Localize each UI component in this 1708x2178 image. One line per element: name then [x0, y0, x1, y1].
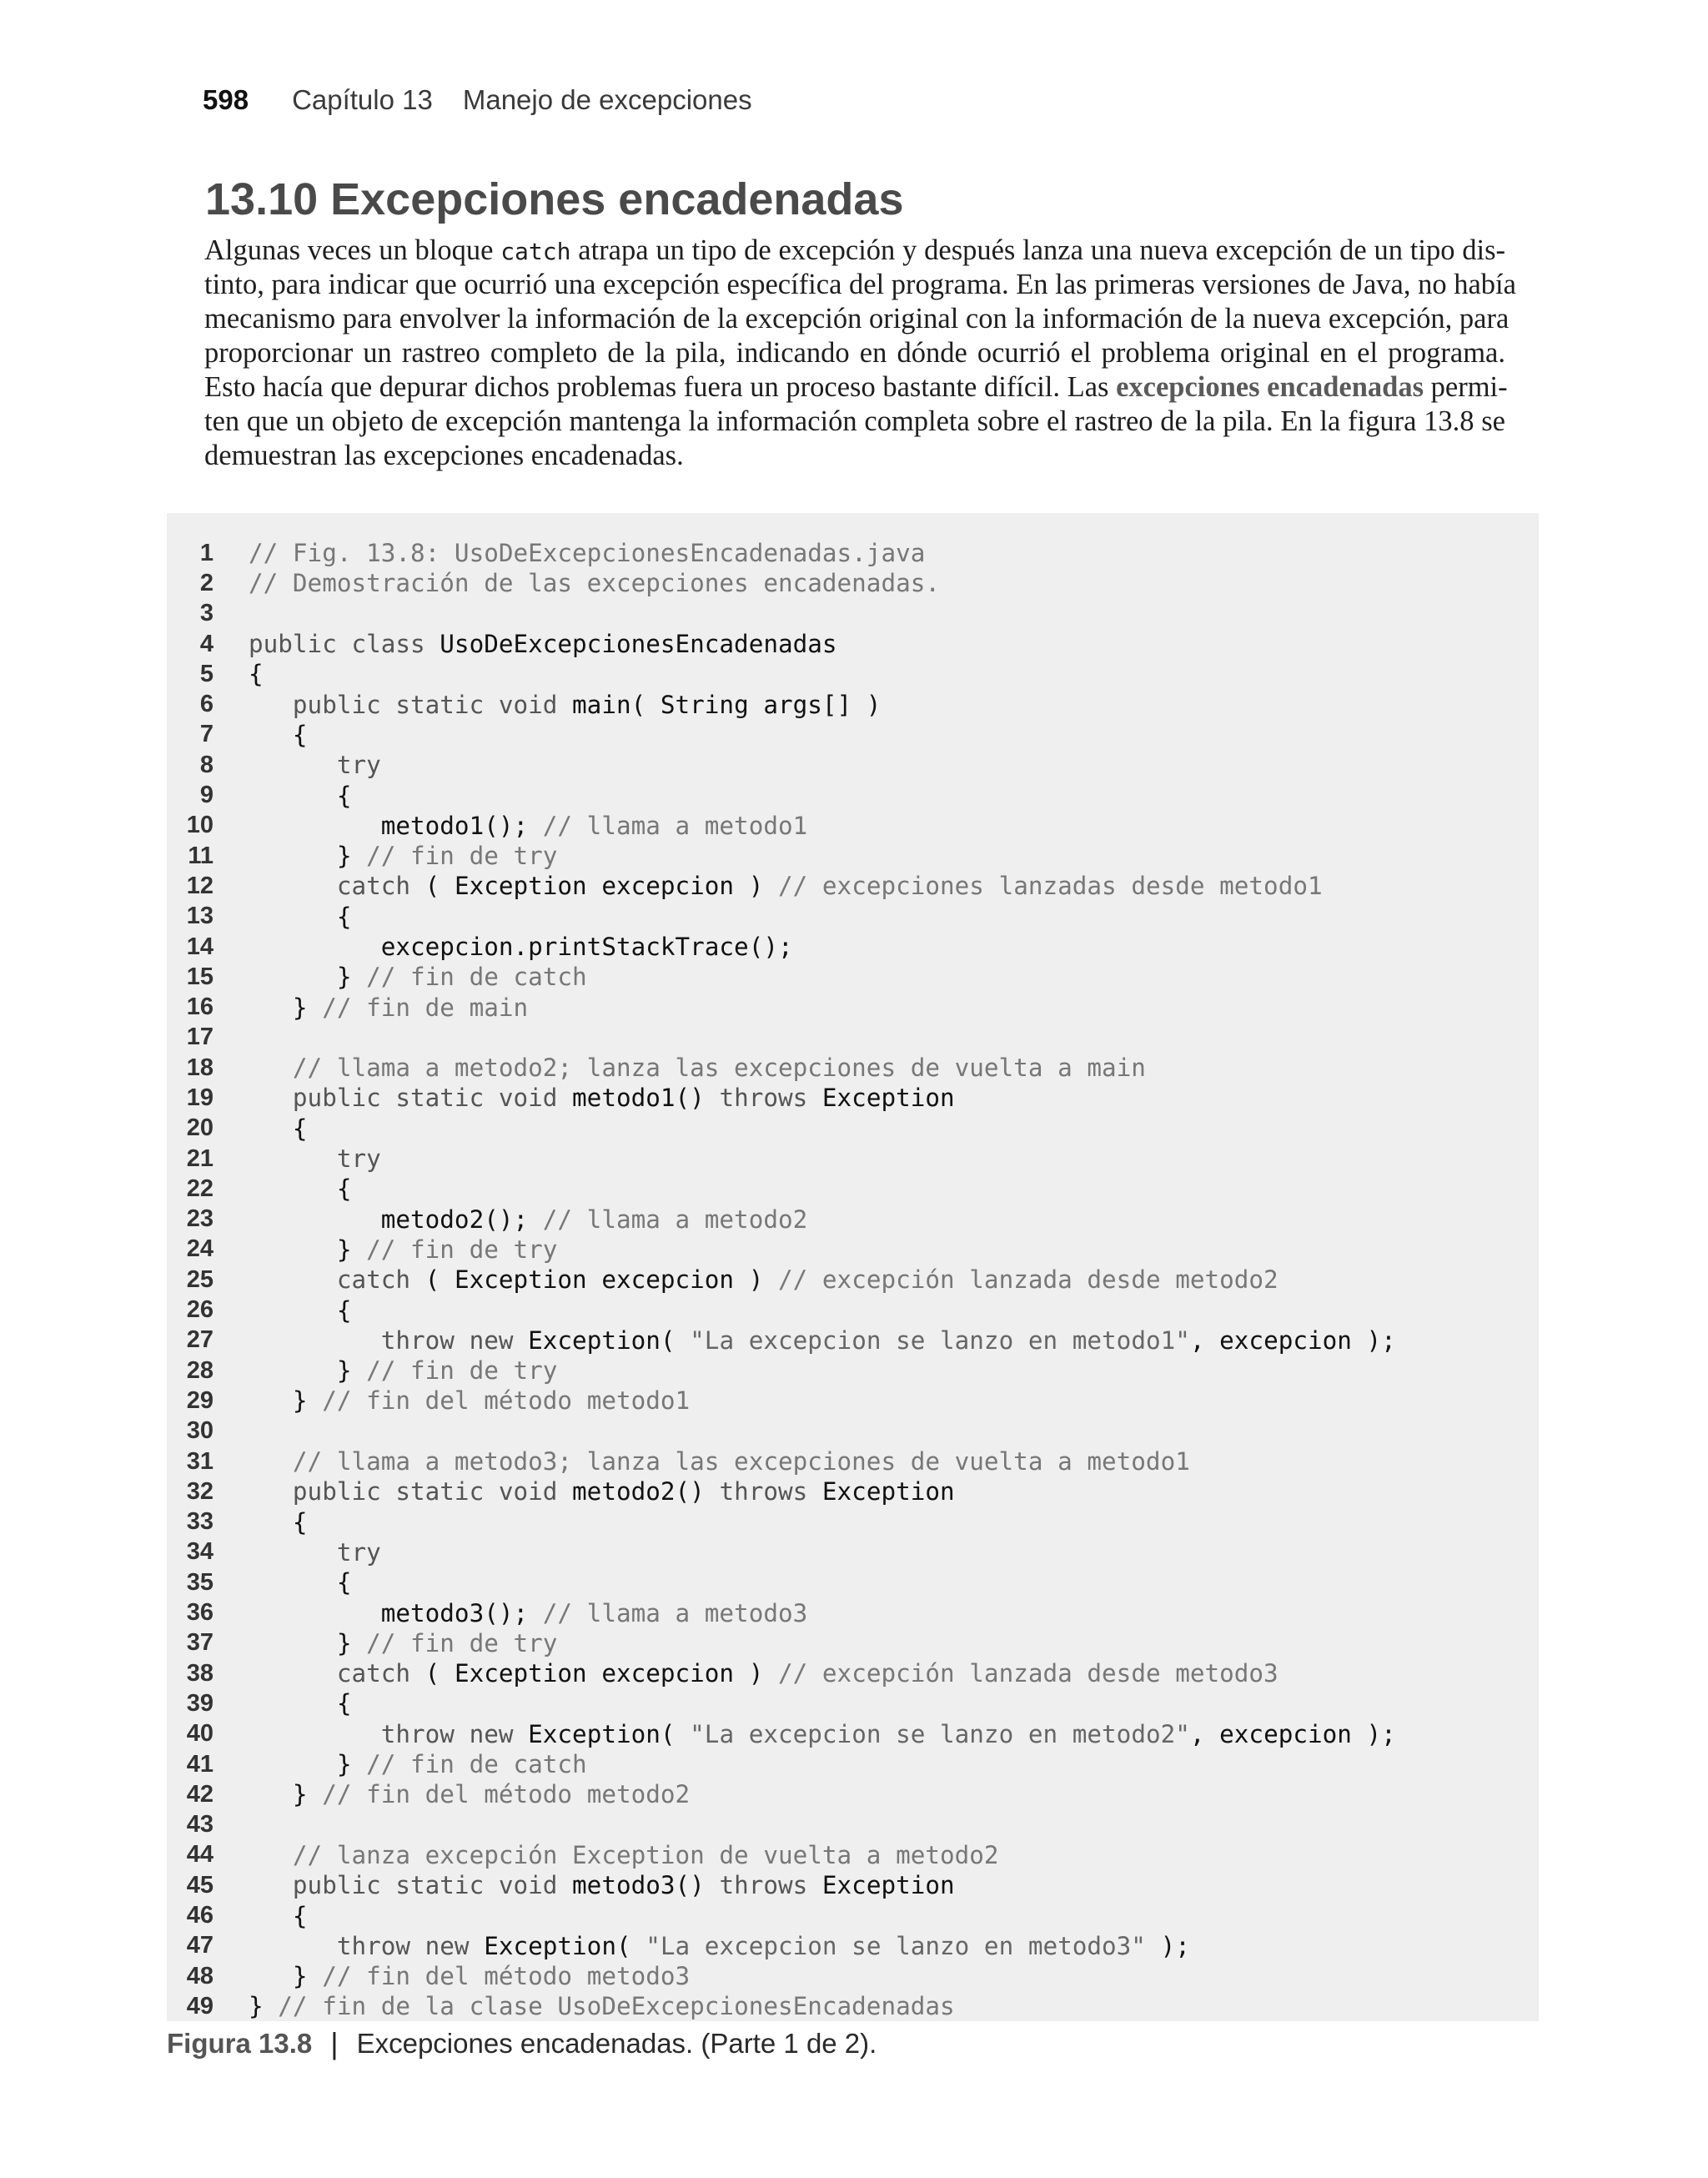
code-line	[167, 1507, 1539, 1537]
line-number: 21	[186, 1144, 214, 1172]
code-token: {	[249, 660, 264, 689]
code-token: {	[249, 720, 308, 749]
code-text	[249, 1568, 351, 1597]
code-text	[249, 993, 528, 1022]
code-line	[167, 1749, 1539, 1779]
code-string: "La excepcion se lanzo en metodo1"	[690, 1325, 1190, 1355]
code-text	[249, 1841, 999, 1869]
code-text	[249, 1265, 1278, 1294]
code-line	[167, 1991, 1539, 2021]
code-keyword: throws	[719, 1084, 822, 1113]
code-keyword: try	[249, 1537, 381, 1567]
paragraph-line: ten que un objeto de excepción mantenga la información completa sobre el rastreo de la pila. En la figura 13.8 se	[204, 405, 1505, 437]
line-number: 49	[186, 1992, 214, 2020]
code-token: Exception	[821, 1871, 955, 1900]
code-keyword: throw new	[249, 1719, 529, 1748]
code-token: }	[249, 1628, 367, 1657]
code-token: {	[249, 1175, 352, 1204]
line-number: 8	[199, 751, 214, 778]
code-line	[167, 1053, 1539, 1083]
code-line	[167, 1356, 1539, 1386]
line-number: 42	[186, 1780, 214, 1808]
code-text	[249, 1962, 690, 1990]
line-number: 7	[199, 721, 214, 748]
code-text	[249, 539, 925, 567]
paragraph-line	[204, 370, 1508, 405]
code-token: Exception(	[528, 1719, 691, 1748]
code-token: ( Exception excepcion )	[410, 1265, 778, 1295]
paragraph-line: demuestran las excepciones encadenadas.	[204, 440, 684, 471]
line-number: 16	[186, 993, 214, 1021]
figure-caption	[167, 2019, 877, 2069]
code-line	[167, 1205, 1539, 1235]
code-line	[167, 1567, 1539, 1597]
line-number: 45	[186, 1871, 214, 1899]
code-line	[167, 750, 1539, 780]
code-comment: // llama a metodo1	[542, 811, 808, 840]
line-number: 17	[186, 1024, 214, 1051]
text-run: permi-	[1424, 371, 1508, 403]
code-keyword: throw new	[249, 1325, 529, 1355]
code-token: {	[249, 1901, 308, 1930]
code-token: Exception(	[484, 1931, 646, 1960]
code-string: "La excepcion se lanzo en metodo3"	[646, 1931, 1146, 1960]
code-text	[249, 812, 807, 840]
line-number: 37	[186, 1629, 214, 1657]
line-number: 10	[186, 812, 214, 839]
code-text	[249, 1356, 557, 1385]
code-line	[167, 659, 1539, 689]
code-token: {	[249, 1568, 352, 1597]
code-token: metodo3()	[572, 1871, 720, 1900]
code-text	[249, 1902, 308, 1930]
code-token: excepcion.printStackTrace();	[249, 933, 793, 961]
line-number: 34	[186, 1538, 214, 1566]
code-text	[249, 1114, 308, 1143]
code-listing	[167, 513, 1539, 2021]
code-keyword: public class	[249, 630, 440, 659]
code-text	[249, 842, 557, 870]
code-token: metodo1()	[572, 1084, 720, 1113]
code-token: Exception(	[528, 1325, 691, 1355]
line-number: 30	[186, 1417, 214, 1445]
code-lines	[167, 538, 1539, 2022]
code-comment: // Fig. 13.8: UsoDeExcepcionesEncadenadas.java	[249, 539, 926, 568]
code-text	[249, 1508, 308, 1537]
code-token: {	[249, 1507, 308, 1537]
line-number: 22	[186, 1175, 214, 1202]
code-line	[167, 902, 1539, 932]
code-line	[167, 1114, 1539, 1144]
code-line	[167, 1688, 1539, 1718]
code-line	[167, 992, 1539, 1022]
code-token: metodo2()	[572, 1477, 720, 1506]
code-text	[249, 1296, 351, 1325]
code-line	[167, 568, 1539, 598]
code-comment: // fin de try	[366, 1356, 558, 1386]
code-text	[249, 1932, 1190, 1960]
code-token: Exception	[821, 1477, 955, 1506]
line-number: 13	[186, 903, 214, 930]
code-line	[167, 932, 1539, 962]
code-line	[167, 1386, 1539, 1416]
code-line	[167, 1476, 1539, 1506]
code-token: }	[249, 993, 323, 1022]
line-number: 26	[186, 1296, 214, 1324]
code-keyword: public static void	[249, 1084, 573, 1113]
caption-separator: |	[330, 2026, 339, 2060]
figure-number: Figura 13.8	[167, 2028, 313, 2059]
code-line	[167, 1144, 1539, 1174]
code-line	[167, 1961, 1539, 1991]
inline-code: catch	[500, 238, 571, 265]
code-token: {	[249, 781, 352, 810]
code-text	[249, 1538, 381, 1567]
code-text	[249, 721, 308, 749]
code-line	[167, 1083, 1539, 1113]
code-comment: // Demostración de las excepciones encadenadas.	[249, 569, 940, 598]
line-number: 44	[186, 1841, 214, 1869]
code-token: {	[249, 1689, 352, 1718]
caption-text: Excepciones encadenadas. (Parte 1 de 2).	[356, 2028, 877, 2059]
code-line	[167, 1235, 1539, 1265]
paragraph-line: mecanismo para envolver la información de la excepción original con la información de la nueva excepción, para	[204, 303, 1510, 334]
code-token: metodo1();	[249, 811, 543, 840]
code-line	[167, 1416, 1539, 1446]
code-text	[249, 1659, 1278, 1688]
code-keyword: try	[249, 751, 381, 780]
line-number: 43	[186, 1811, 214, 1838]
code-line	[167, 811, 1539, 841]
code-token: metodo2();	[249, 1205, 543, 1234]
code-keyword: catch	[249, 872, 411, 901]
section-title: 13.10 Excepciones encadenadas	[205, 174, 904, 224]
line-number: 39	[186, 1689, 214, 1717]
paragraph-line: tinto, para indicar que ocurrió una excepción específica del programa. En las primeras versiones de Java, no había	[204, 269, 1516, 300]
line-number: 3	[199, 600, 214, 627]
line-number: 2	[199, 569, 214, 596]
code-comment: // fin de la clase UsoDeExcepcionesEncadenadas	[278, 1992, 955, 2021]
code-text	[249, 1144, 381, 1173]
line-number: 6	[199, 691, 214, 718]
code-keyword: public static void	[249, 1477, 573, 1506]
code-text	[249, 630, 837, 658]
code-keyword: throws	[719, 1871, 822, 1900]
code-token: ( Exception excepcion )	[410, 1659, 778, 1688]
line-number: 48	[186, 1962, 214, 1989]
code-comment: // llama a metodo3	[542, 1598, 808, 1627]
code-text	[249, 1205, 807, 1234]
code-line	[167, 629, 1539, 659]
line-number: 40	[186, 1720, 214, 1748]
code-token: }	[249, 1386, 323, 1416]
line-number: 32	[186, 1477, 214, 1505]
code-line	[167, 1870, 1539, 1900]
code-keyword: catch	[249, 1265, 411, 1295]
key-term: excepciones encadenadas	[1116, 371, 1424, 403]
code-text	[249, 963, 587, 991]
line-number: 27	[186, 1326, 214, 1354]
code-text	[249, 1235, 557, 1264]
code-token: }	[249, 1235, 367, 1264]
code-line	[167, 1295, 1539, 1325]
code-text	[249, 1386, 690, 1415]
paragraph-line: proporcionar un rastreo completo de la pila, indicando en dónde ocurrió el problema original en el programa.	[204, 337, 1505, 369]
code-line	[167, 1719, 1539, 1749]
code-comment: // fin del método metodo1	[322, 1386, 691, 1416]
code-line	[167, 1597, 1539, 1627]
code-token: }	[249, 1356, 367, 1386]
line-number: 19	[186, 1084, 214, 1111]
line-number: 47	[186, 1932, 214, 1959]
code-text	[249, 569, 940, 597]
code-token: {	[249, 1114, 308, 1143]
code-token: {	[249, 1295, 352, 1325]
code-text	[249, 1084, 955, 1112]
line-number: 11	[188, 842, 214, 869]
code-token: ( Exception excepcion )	[410, 872, 778, 901]
code-token: , excepcion );	[1189, 1719, 1396, 1748]
code-line	[167, 1779, 1539, 1809]
line-number: 9	[199, 782, 214, 809]
code-comment: // fin de catch	[366, 1750, 587, 1779]
code-text	[249, 1689, 351, 1718]
intro-paragraph	[204, 234, 1516, 473]
line-number: 5	[199, 660, 214, 687]
chapter-title: Manejo de excepciones	[462, 84, 752, 115]
line-number: 1	[199, 539, 214, 566]
code-keyword: try	[249, 1144, 381, 1174]
text-run: atrapa un tipo de excepción y después lanza una nueva excepción de un tipo dis-	[570, 234, 1505, 266]
code-text	[249, 660, 264, 688]
line-number: 20	[186, 1114, 214, 1142]
line-number: 38	[186, 1659, 214, 1687]
line-number: 4	[199, 630, 214, 657]
code-token: }	[249, 1962, 323, 1991]
code-line	[167, 780, 1539, 810]
code-line	[167, 1809, 1539, 1839]
code-keyword: public static void	[249, 690, 573, 719]
code-text	[249, 1871, 955, 1899]
line-number: 33	[186, 1508, 214, 1536]
line-number: 36	[186, 1599, 214, 1627]
line-number: 29	[186, 1386, 214, 1414]
code-text	[249, 1720, 1396, 1748]
code-comment: // llama a metodo2	[542, 1205, 808, 1234]
line-number: 25	[186, 1265, 214, 1293]
code-line	[167, 1840, 1539, 1870]
code-text	[249, 872, 1323, 900]
code-line	[167, 1900, 1539, 1930]
code-comment: // llama a metodo2; lanza las excepciones de vuelta a main	[249, 1054, 1146, 1083]
code-text	[249, 751, 381, 779]
code-text	[249, 1477, 955, 1506]
code-token: UsoDeExcepcionesEncadenadas	[440, 630, 837, 659]
code-text	[249, 1629, 557, 1657]
code-line	[167, 1174, 1539, 1204]
code-line	[167, 1628, 1539, 1658]
code-keyword: public static void	[249, 1871, 573, 1900]
code-comment: // fin de catch	[366, 963, 587, 992]
code-token: }	[249, 1992, 279, 2021]
code-token: }	[249, 1780, 323, 1809]
line-number: 23	[186, 1205, 214, 1233]
line-number: 24	[186, 1235, 214, 1263]
code-text	[249, 1992, 955, 2020]
line-number: 12	[186, 872, 214, 899]
code-line	[167, 1446, 1539, 1476]
line-number: 41	[186, 1750, 214, 1778]
code-comment: // excepción lanzada desde metodo3	[778, 1659, 1278, 1688]
code-line	[167, 599, 1539, 629]
running-head	[203, 80, 752, 120]
code-comment: // lanza excepción Exception de vuelta a metodo2	[249, 1840, 999, 1869]
code-text	[249, 1175, 351, 1203]
code-comment: // excepción lanzada desde metodo2	[778, 1265, 1278, 1295]
paragraph-line	[204, 234, 1505, 268]
code-line	[167, 1265, 1539, 1295]
code-token: main( String args[] )	[572, 690, 882, 719]
code-text	[249, 1054, 1146, 1082]
code-comment: // fin de main	[322, 993, 529, 1022]
code-token: }	[249, 1750, 367, 1779]
line-number: 18	[186, 1054, 214, 1081]
code-comment: // fin del método metodo3	[322, 1962, 691, 1991]
code-text	[249, 691, 881, 719]
line-number: 31	[186, 1447, 214, 1475]
code-comment: // fin de try	[366, 1235, 558, 1264]
code-token: , excepcion );	[1189, 1325, 1396, 1355]
line-number: 46	[186, 1902, 214, 1929]
code-text	[249, 933, 793, 961]
code-token: Exception	[821, 1084, 955, 1113]
text-run: Esto hacía que depurar dichos problemas fuera un proceso bastante difícil. Las	[204, 371, 1117, 403]
code-keyword: catch	[249, 1659, 411, 1688]
code-token: }	[249, 842, 367, 871]
code-keyword: throws	[719, 1477, 822, 1506]
code-text	[249, 1326, 1396, 1355]
code-line	[167, 1931, 1539, 1961]
code-line	[167, 962, 1539, 992]
code-line	[167, 1023, 1539, 1053]
code-text	[249, 1780, 690, 1808]
code-text	[249, 1750, 587, 1778]
code-comment: // fin del método metodo2	[322, 1780, 691, 1809]
code-token: }	[249, 963, 367, 992]
code-comment: // llama a metodo3; lanza las excepciones de vuelta a metodo1	[249, 1447, 1190, 1476]
code-line	[167, 1325, 1539, 1356]
code-line	[167, 689, 1539, 719]
code-line	[167, 1658, 1539, 1688]
line-number: 28	[186, 1356, 214, 1384]
code-text	[249, 1599, 807, 1627]
code-keyword: throw new	[249, 1931, 485, 1960]
line-number: 35	[186, 1568, 214, 1596]
code-line	[167, 841, 1539, 871]
code-text	[249, 782, 351, 810]
page-number: 598	[203, 84, 249, 115]
code-comment: // fin de try	[366, 1628, 558, 1657]
chapter-label: Capítulo 13	[292, 84, 433, 115]
code-token: {	[249, 902, 352, 931]
code-text	[249, 903, 351, 931]
code-comment: // fin de try	[366, 842, 558, 871]
code-token: metodo3();	[249, 1598, 543, 1627]
line-number: 14	[186, 933, 214, 960]
code-line	[167, 538, 1539, 568]
code-text	[249, 1447, 1190, 1476]
code-token: );	[1145, 1931, 1190, 1960]
code-line	[167, 871, 1539, 901]
code-comment: // excepciones lanzadas desde metodo1	[778, 872, 1323, 901]
code-line	[167, 720, 1539, 750]
line-number: 15	[186, 963, 214, 990]
code-line	[167, 1537, 1539, 1567]
code-string: "La excepcion se lanzo en metodo2"	[690, 1719, 1190, 1748]
text-run: Algunas veces un bloque	[204, 234, 501, 266]
